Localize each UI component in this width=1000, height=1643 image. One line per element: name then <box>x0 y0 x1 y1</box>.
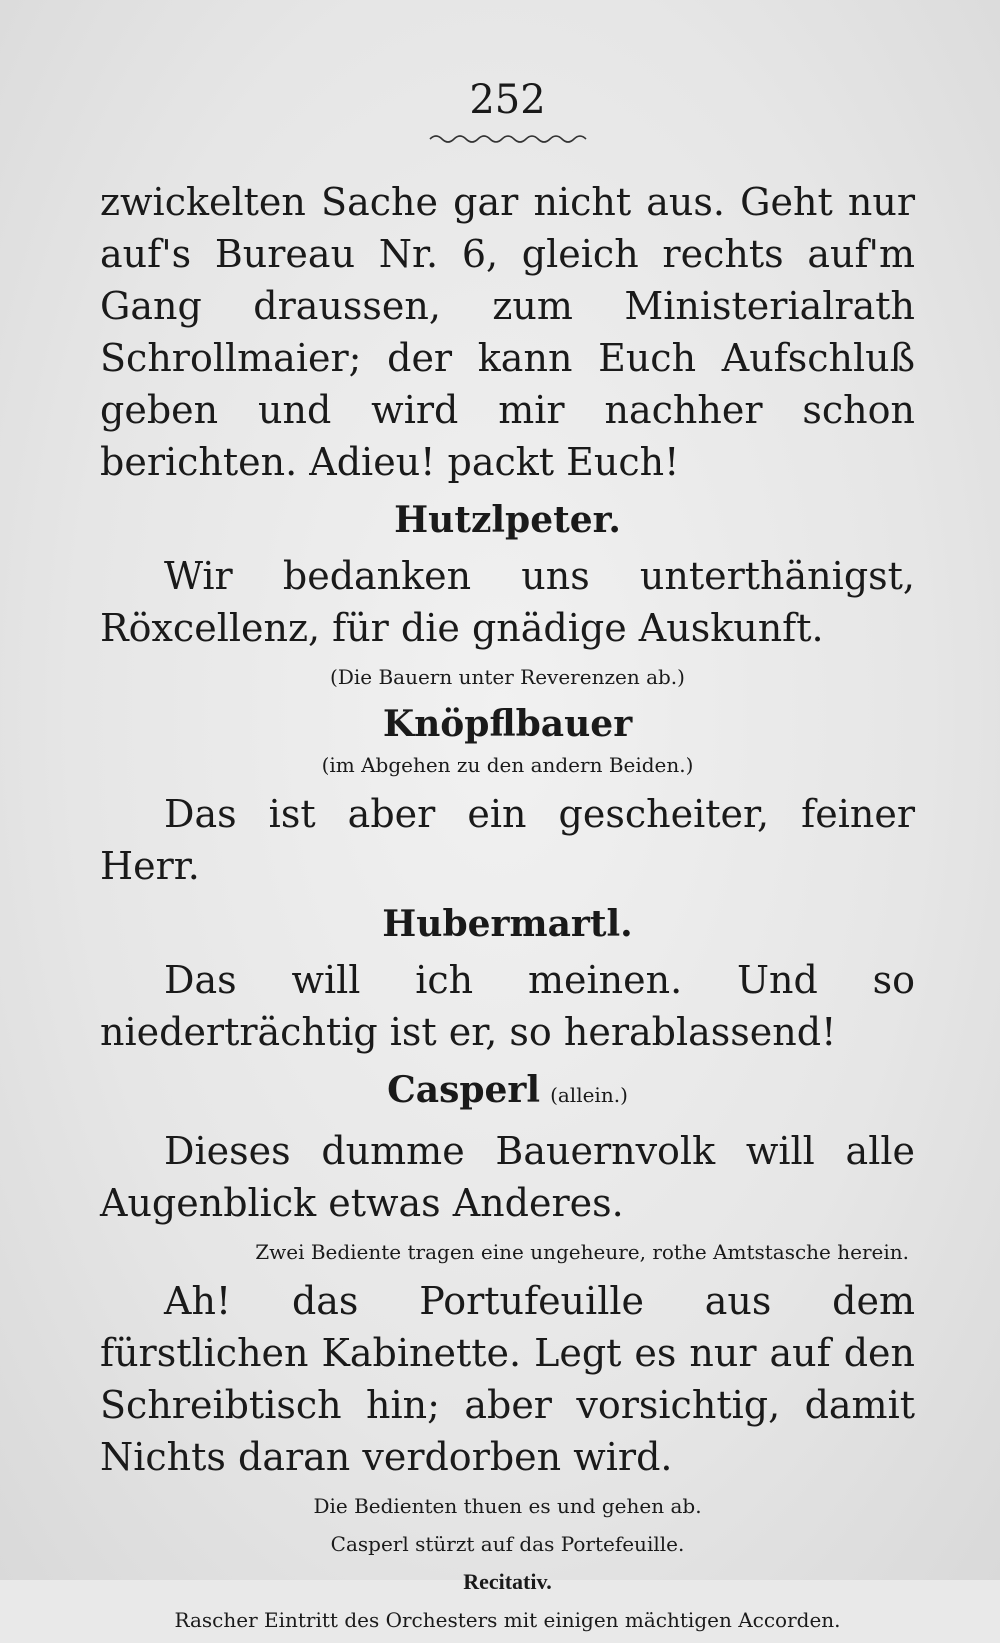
dialogue-paragraph: Ah! das Portufeuille aus dem fürstlichen Kabinette. Legt es nur auf den Schreibtisch hin; aber vorsichtig, damit Nichts daran verdorben wird. <box>100 1279 915 1479</box>
speaker-heading <box>100 1068 915 1117</box>
stage-direction: (Die Bauern unter Reverenzen ab.) <box>330 665 685 689</box>
page-content <box>100 70 915 1643</box>
section-heading: Recitativ. <box>463 1569 552 1594</box>
speaker-name: Knöpflbauer <box>382 703 633 745</box>
speaker-name: Hubermartl. <box>382 903 633 945</box>
stage-direction: Zwei Bediente tragen eine ungeheure, rothe Amtstasche herein. <box>255 1240 909 1264</box>
dialogue-paragraph: Das will ich meinen. Und so niederträchtig ist er, so herablassend! <box>100 958 915 1054</box>
speaker-name: Casperl <box>387 1069 541 1111</box>
dialogue-paragraph: zwickelten Sache gar nicht aus. Geht nur auf's Bureau Nr. 6, gleich rechts auf'm Gang draussen, zum Ministerialrath Schrollmaier; der kann Euch Aufschluß geben und wird mir nachher schon berichten. Adieu! packt Euch! <box>100 180 915 484</box>
wavy-rule-ornament <box>428 132 588 146</box>
speaker-name: Hutzlpeter. <box>394 499 621 541</box>
stage-direction: (im Abgehen zu den andern Beiden.) <box>321 753 694 777</box>
dialogue-paragraph: Dieses dumme Bauernvolk will alle Augenblick etwas Anderes. <box>100 1129 915 1225</box>
dialogue-paragraph: Das ist aber ein gescheiter, feiner Herr. <box>100 792 915 888</box>
dialogue-paragraph: Wir bedanken uns unterthänigst, Röxcellenz, für die gnädige Auskunft. <box>100 554 915 650</box>
stage-direction: Casperl stürzt auf das Portefeuille. <box>330 1532 685 1556</box>
stage-direction: Rascher Eintritt des Orchesters mit einigen mächtigen Accorden. <box>174 1608 841 1632</box>
stage-aside: (allein.) <box>550 1083 628 1107</box>
page-number: 252 <box>469 77 546 123</box>
stage-direction: Die Bedienten thuen es und gehen ab. <box>313 1494 702 1518</box>
